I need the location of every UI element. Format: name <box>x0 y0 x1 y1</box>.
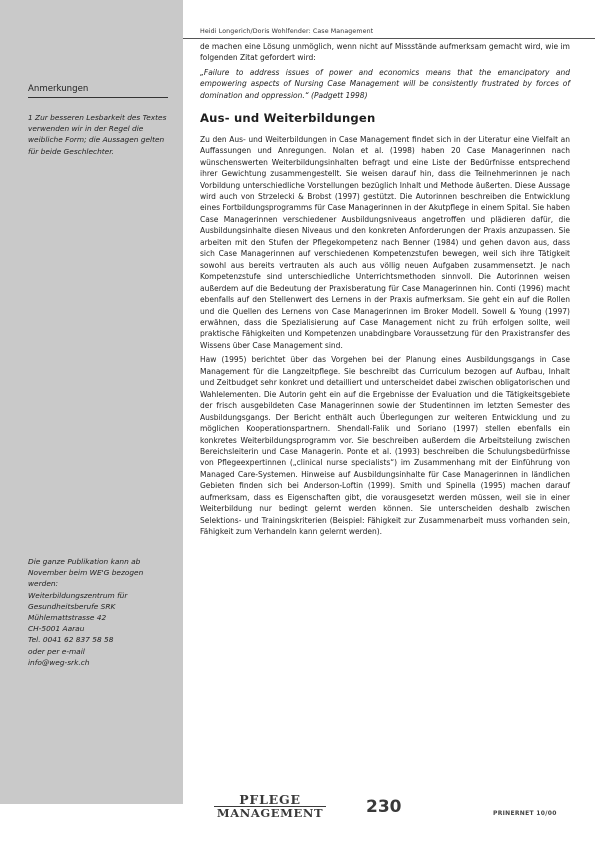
body-paragraph-2: Haw (1995) berichtet über das Vorgehen bei der Planung eines Ausbildungsgangs in Case Management für die Langzeitpflege. Sie beschreibt das Curriculum bezogen auf Aufbau, Inhalt und Zeitbudget sehr konkret und detailliert und unterscheidet dabei zwischen obligatorischen und Wahlelementen. Die Autorin geht ein auf die Ergebnisse der Evaluation und die Tätigkeitsgebiete der frisch ausgebildeten Case Managerinnen sowie der Studentinnen im letzten Semester des Ausbildungsgangs. Der Bericht enthält auch Überlegungen zur weiteren Entwicklung und zu möglichen Kooperationspartnern. Shendall-Falik und Soriano (1997) stellen ebenfalls ein konkretes Weiterbildungsprogramm vor. Sie beschreiben außerdem die Arbeitsteilung zwischen Bereichsleiterin und Case Managerin. Ponte et al. (1993) beschreiben die Schulungsbedürfnisse von Pflegeexpertinnen („clinical nurse specialists“) im Zusammenhang mit der Einführung von Managed Care-Systemen. Hinweise auf Ausbildungsinhalte für Case Managerinnen in ländlichen Gebieten finden sich bei Anderson-Loftin (1999). Smith und Spinella (1995) machen darauf aufmerksam, dass es Eigenschaften gibt, die vorausgesetzt werden müssen, weil sie in einer Weiterbildung nur bedingt gelernt werden können. Sie unterscheiden deshalb zwischen Selektions- und Trainingskriterien (Beispiel: Fähigkeit zur Zusammenarbeit muss vorhanden sein, Fähigkeit zum Verhandeln kann gelernt werden). <box>200 355 570 537</box>
body-paragraph-1: Zu den Aus- und Weiterbildungen in Case Management findet sich in der Literatur eine Vielfalt an Auffassungen und Anregungen. Nolan et al. (1998) haben 20 Case Managerinnen nach wünschenswerten Weiterbildungsinhalten befragt und eine Liste der Bedürfnisse entsprechend ihrer Gewichtung zusammengestellt. Sie weisen darauf hin, dass die Teilnehmerinnen je nach Vorbildung unterschiedliche Vorstellungen bezüglich Inhalt und Methode äußerten. Diese Aussage wird auch von Strzelecki & Brobst (1997) gestützt. Die Autorinnen beschreiben die Entwicklung eines Fortbildungsprogramms für Case Managerinnen in der Akutpflege in einem Spital. Sie haben Case Managerinnen verschiedener Ausbildungsniveaus angetroffen und plädieren dafür, die Ausbildungsinhalte diesen Niveaus und den konkreten Anforderungen der Praxis anzupassen. Sie arbeiten mit den Stufen der Pflegekompetenz nach Benner (1984) und gehen davon aus, dass sich Case Managerinnen auf verschiedenen Kompetenzstufen bewegen, weil sich ihre Tätigkeit sowohl aus bereits vertrauten als auch aus völlig neuen Aufgaben zusammensetzt. Je nach Kompetenzstufe sind unterschiedliche Unterrichtsmethoden sinnvoll. Die Autorinnen weisen außerdem auf die Bedeutung der Praxisberatung für Case Managerinnen hin. Conti (1996) macht ebenfalls auf den Stellenwert des Lernens in der Praxis aufmerksam. Sie geht ein auf die Rollen und die Quellen des Lernens von Case Managerinnen im Broker Modell. Sowell & Young (1997) erwähnen, dass die Spezialisierung auf Case Management nicht zu früh erfolgen sollte, weil praktische Fähigkeiten und Kompetenzen unabdingbare Voraussetzung für den Praxistransfer des Wissens über Case Management sind. <box>200 134 570 350</box>
sidebar-title: Anmerkungen <box>28 84 168 98</box>
intro-paragraph: de machen eine Lösung unmöglich, wenn nicht auf Missstände aufmerksam gemacht wird, wie im folgenden Zitat gefordert wird: <box>200 42 570 63</box>
publication-info-line: Tel. 0041 62 837 58 58 <box>28 635 114 645</box>
page-number: 230 <box>366 797 402 817</box>
sidebar-footnote: 1 Zur besseren Lesbarkeit des Textes verwenden wir in der Regel die weibliche Form; die Aussagen gelten für beide Geschlechter. <box>28 113 167 156</box>
publication-info-line: Die ganze Publikation kann ab <box>28 557 141 566</box>
publication-info-line: Weiterbildungszentrum für <box>28 590 128 600</box>
publication-info-line: oder per e-mail <box>28 646 85 656</box>
main-article <box>200 41 570 538</box>
header-divider <box>183 38 595 39</box>
publication-info-line: Mühlemattstrasse 42 <box>28 613 107 623</box>
publication-info-line: November beim WE'G bezogen <box>28 568 144 578</box>
section-heading: Aus- und Weiterbildungen <box>200 111 376 126</box>
running-header: Heidi Longerich/Doris Wohlfender: Case Management <box>200 28 374 35</box>
journal-logo <box>214 794 326 819</box>
logo-word-top: PFLEGE <box>239 792 301 807</box>
publication-info-line: Gesundheitsberufe SRK <box>28 601 116 611</box>
publication-info-email: info@weg-srk.ch <box>28 657 90 667</box>
logo-word-bottom: MANAGEMENT <box>214 806 326 819</box>
publication-info-line: CH-5001 Aarau <box>28 624 85 634</box>
publication-info <box>28 556 176 668</box>
issue-label: PRINERNET 10/00 <box>493 810 557 817</box>
publication-info-line: werden: <box>28 579 59 589</box>
block-quote: „Failure to address issues of power and economics means that the emancipatory and empowering aspects of Nursing Case Management will be consistently frustrated by forces of domination and oppression.“ (Padgett 1998) <box>200 67 570 100</box>
